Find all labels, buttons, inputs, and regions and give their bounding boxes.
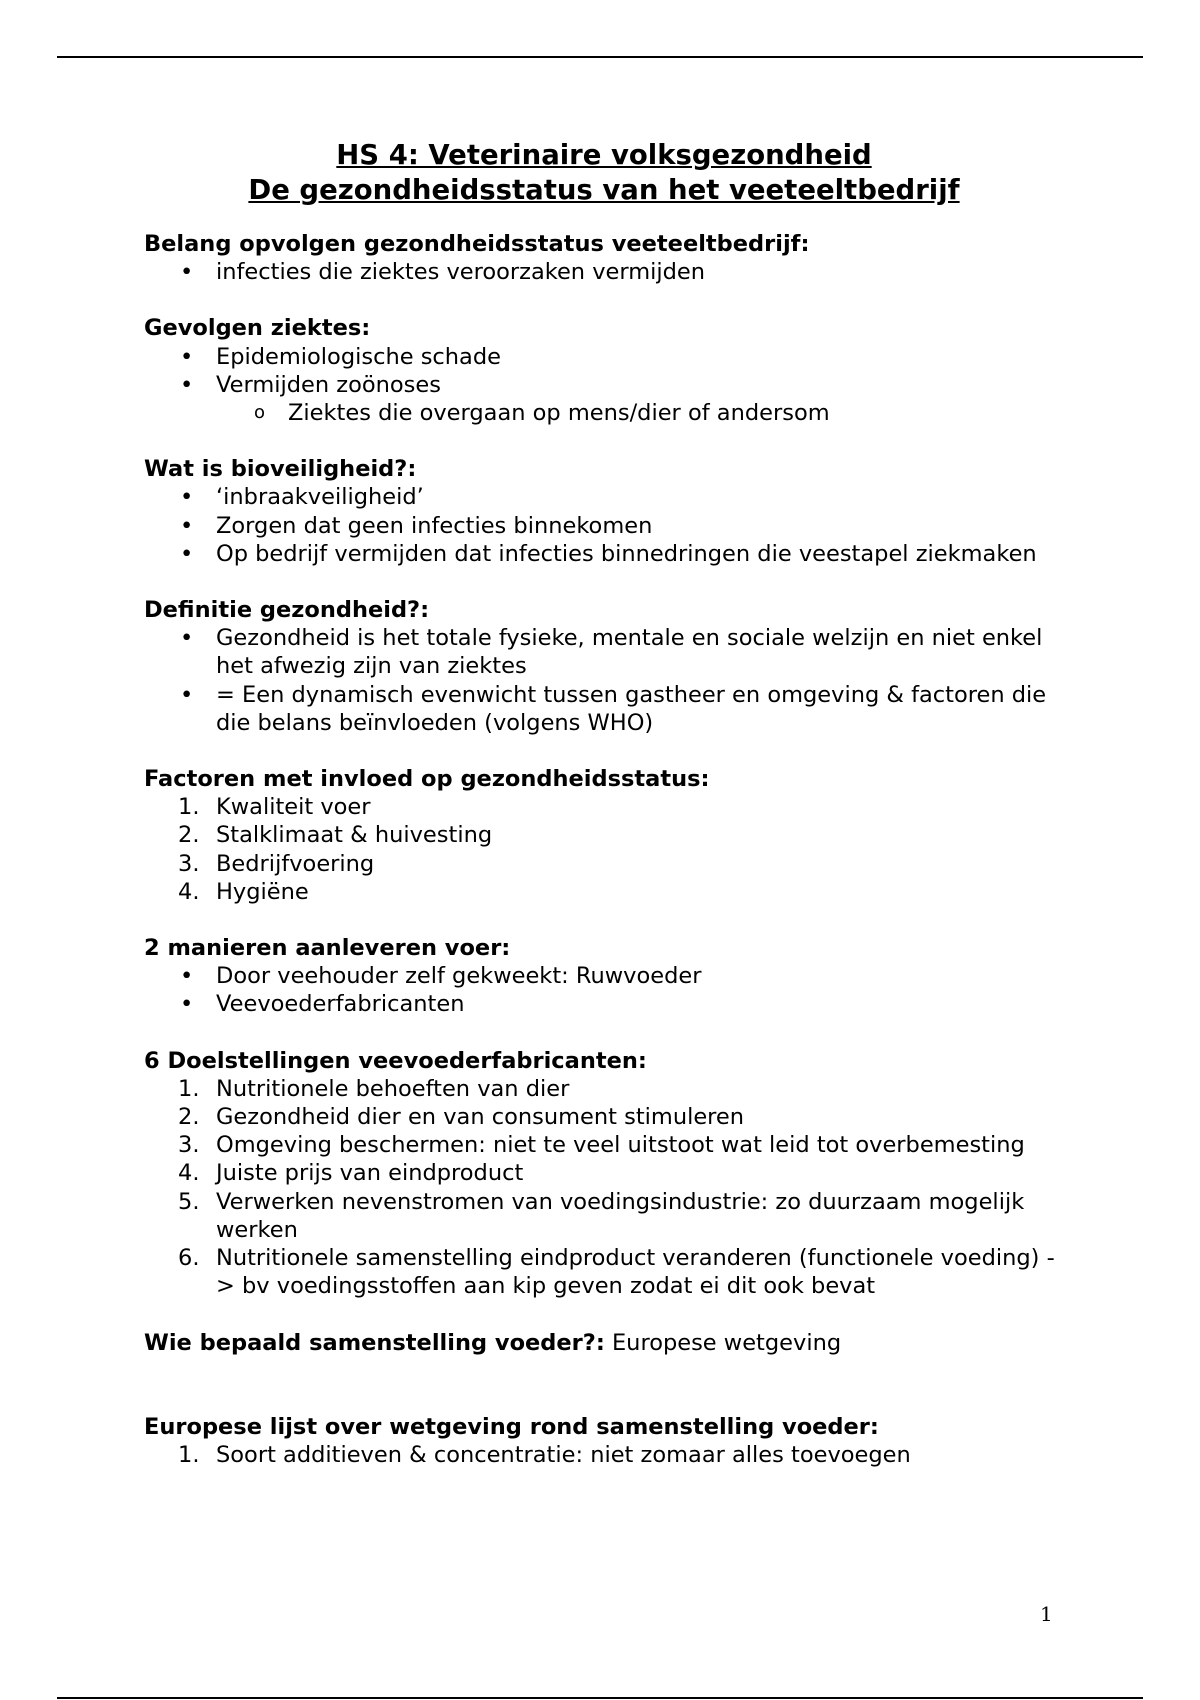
bullet-marker: • — [180, 540, 194, 567]
bullet-list — [144, 343, 1064, 399]
list-item — [144, 1131, 1064, 1159]
list-item — [144, 1188, 1064, 1244]
list-item — [144, 1103, 1064, 1131]
list-item-text: = Een dynamisch evenwicht tussen gastheer en omgeving & factoren die die belans beïnvloeden (volgens WHO) — [216, 681, 1047, 736]
list-number: 3. — [178, 1132, 200, 1159]
title-block — [144, 138, 1064, 208]
list-item-text: Gezondheid dier en van consument stimuleren — [216, 1104, 745, 1131]
list-item-text: Vermijden zoönoses — [216, 371, 441, 398]
section-heading: 2 manieren aanleveren voer: — [144, 935, 511, 962]
list-item — [144, 512, 1064, 540]
numbered-list — [144, 1075, 1064, 1301]
list-number: 3. — [178, 850, 200, 877]
list-item-text: Op bedrijf vermijden dat infecties binnedringen die veestapel ziekmaken — [216, 540, 1037, 567]
list-item — [144, 1441, 1064, 1469]
list-number: 6. — [178, 1245, 200, 1272]
bullet-marker: • — [180, 991, 194, 1018]
list-number: 2. — [178, 822, 200, 849]
list-item — [144, 1075, 1064, 1103]
list-item — [144, 371, 1064, 399]
list-number: 4. — [178, 1160, 200, 1187]
section-gevolgen — [144, 314, 1064, 427]
list-item — [144, 1159, 1064, 1187]
page-title: HS 4: Veterinaire volksgezondheid — [336, 139, 872, 171]
section-europese — [144, 1413, 1064, 1469]
bullet-list — [144, 962, 1064, 1018]
section-heading-inline — [144, 1329, 1064, 1357]
list-item — [144, 1244, 1064, 1300]
section-heading: Europese lijst over wetgeving rond samenstelling voeder: — [144, 1413, 879, 1440]
section-heading: 6 Doelstellingen veevoederfabricanten: — [144, 1047, 647, 1074]
section-heading: Gevolgen ziektes: — [144, 315, 371, 342]
bullet-marker: • — [180, 625, 194, 652]
bullet-marker: • — [180, 512, 194, 539]
list-number: 5. — [178, 1188, 200, 1215]
section-manieren — [144, 934, 1064, 1019]
list-item — [144, 624, 1064, 680]
list-item-text: Zorgen dat geen infecties binnekomen — [216, 512, 653, 539]
section-wie — [144, 1329, 1064, 1357]
list-item-text: Ziektes die overgaan op mens/dier of andersom — [288, 400, 830, 427]
sub-list-item — [144, 399, 1064, 427]
list-item-text: Nutritionele behoeften van dier — [216, 1075, 570, 1102]
list-item-text: Juiste prijs van eindproduct — [216, 1160, 524, 1187]
list-item-text: Stalklimaat & huivesting — [216, 822, 493, 849]
list-item-text: Gezondheid is het totale fysieke, mentale en sociale welzijn en niet enkel het afwezig zijn van ziektes — [216, 625, 1043, 680]
bullet-marker: • — [180, 963, 194, 990]
page-number: 1 — [1040, 1602, 1053, 1626]
bullet-marker: • — [180, 343, 194, 370]
numbered-list — [144, 1441, 1064, 1469]
list-item-text: Door veehouder zelf gekweekt: Ruwvoeder — [216, 963, 702, 990]
section-definitie — [144, 596, 1064, 737]
list-item — [144, 821, 1064, 849]
list-item — [144, 793, 1064, 821]
list-item-text: Bedrijfvoering — [216, 850, 375, 877]
list-number: 1. — [178, 1075, 200, 1102]
list-item-text: Nutritionele samenstelling eindproduct veranderen (functionele voeding) -> bv voedingsstoffen aan kip geven zodat ei dit ook bevat — [216, 1245, 1055, 1300]
section-doelstellingen — [144, 1047, 1064, 1301]
list-item-text: Kwaliteit voer — [216, 794, 371, 821]
numbered-list — [144, 793, 1064, 906]
section-heading: Wie bepaald samenstelling voeder?: — [144, 1329, 605, 1356]
bullet-marker: • — [180, 371, 194, 398]
list-item-text: Hygiëne — [216, 878, 309, 905]
sub-bullet-marker: o — [254, 402, 266, 424]
list-item — [144, 483, 1064, 511]
list-item-text: Epidemiologische schade — [216, 343, 501, 370]
inline-answer: Europese wetgeving — [604, 1329, 842, 1356]
document-body — [144, 138, 1064, 1497]
section-heading: Definitie gezondheid?: — [144, 597, 430, 624]
list-number: 1. — [178, 1441, 200, 1468]
header-rule — [57, 56, 1143, 58]
bullet-list — [144, 258, 1064, 286]
list-item-text: infecties die ziektes veroorzaken vermijden — [216, 259, 706, 286]
list-number: 1. — [178, 794, 200, 821]
list-item-text: Soort additieven & concentratie: niet zomaar alles toevoegen — [216, 1441, 911, 1468]
list-number: 4. — [178, 878, 200, 905]
list-item — [144, 850, 1064, 878]
list-item-text: Veevoederfabricanten — [216, 991, 465, 1018]
footer-rule — [57, 1697, 1143, 1699]
section-heading: Wat is bioveiligheid?: — [144, 456, 417, 483]
section-bioveiligheid — [144, 455, 1064, 568]
section-belang — [144, 230, 1064, 286]
bullet-marker: • — [180, 484, 194, 511]
list-item — [144, 962, 1064, 990]
list-item — [144, 990, 1064, 1018]
list-item — [144, 258, 1064, 286]
list-item — [144, 681, 1064, 737]
section-factoren — [144, 765, 1064, 906]
bullet-marker: • — [180, 681, 194, 708]
bullet-marker: • — [180, 259, 194, 286]
bullet-list — [144, 483, 1064, 568]
bullet-list — [144, 624, 1064, 737]
list-item-text: Verwerken nevenstromen van voedingsindustrie: zo duurzaam mogelijk werken — [216, 1188, 1025, 1243]
list-item — [144, 343, 1064, 371]
section-heading: Belang opvolgen gezondheidsstatus veeteeltbedrijf: — [144, 231, 810, 257]
page-subtitle: De gezondheidsstatus van het veeteeltbedrijf — [248, 174, 960, 206]
section-heading: Factoren met invloed op gezondheidsstatus: — [144, 766, 710, 793]
list-item — [144, 540, 1064, 568]
list-item-text: Omgeving beschermen: niet te veel uitstoot wat leid tot overbemesting — [216, 1132, 1025, 1159]
list-number: 2. — [178, 1104, 200, 1131]
sub-bullet-list — [144, 399, 1064, 427]
list-item — [144, 878, 1064, 906]
list-item-text: ‘inbraakveiligheid’ — [216, 484, 424, 511]
